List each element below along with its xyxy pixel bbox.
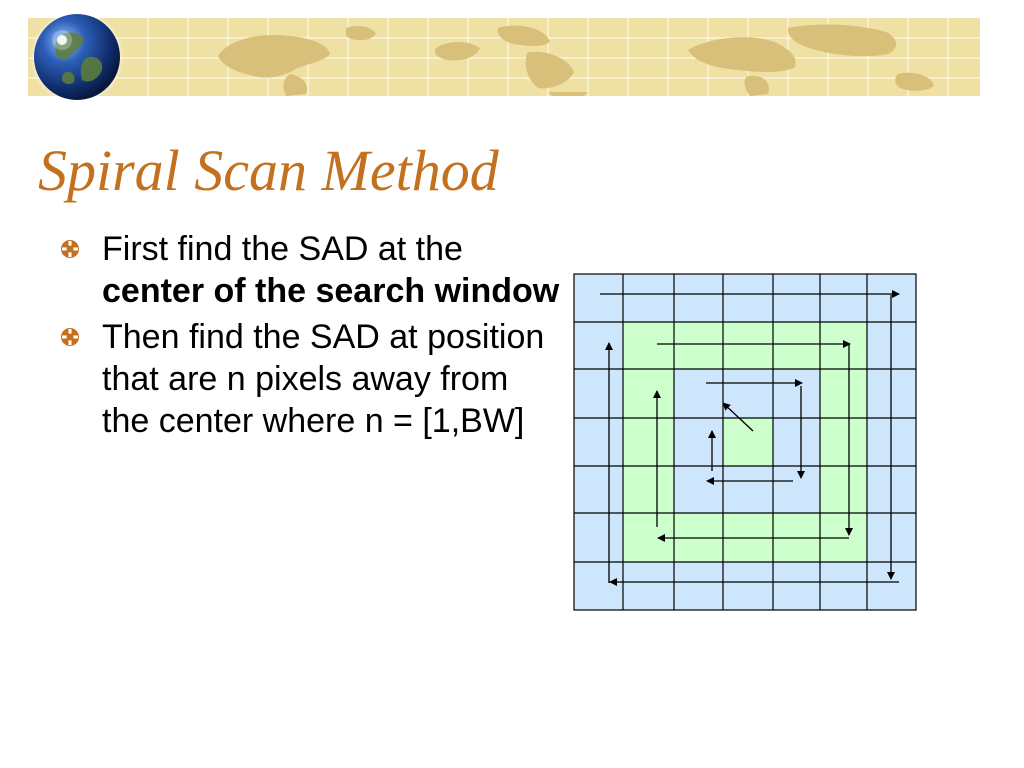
world-map-banner bbox=[28, 18, 980, 96]
target-bullet-icon bbox=[60, 239, 80, 259]
slide-title: Spiral Scan Method bbox=[38, 138, 499, 203]
bullet-list bbox=[60, 228, 560, 446]
globe-icon bbox=[30, 10, 124, 104]
target-bullet-icon bbox=[60, 327, 80, 347]
spiral-scan-diagram bbox=[573, 273, 917, 611]
bullet-item bbox=[60, 316, 560, 442]
bullet-bold-text: center of the search window bbox=[102, 272, 560, 310]
bullet-text: First find the SAD at the bbox=[102, 230, 463, 268]
center-cell bbox=[723, 418, 773, 466]
bullet-text: Then find the SAD at position that are n pixels away from the center where n = [1,BW] bbox=[102, 318, 545, 440]
bullet-item bbox=[60, 228, 560, 312]
